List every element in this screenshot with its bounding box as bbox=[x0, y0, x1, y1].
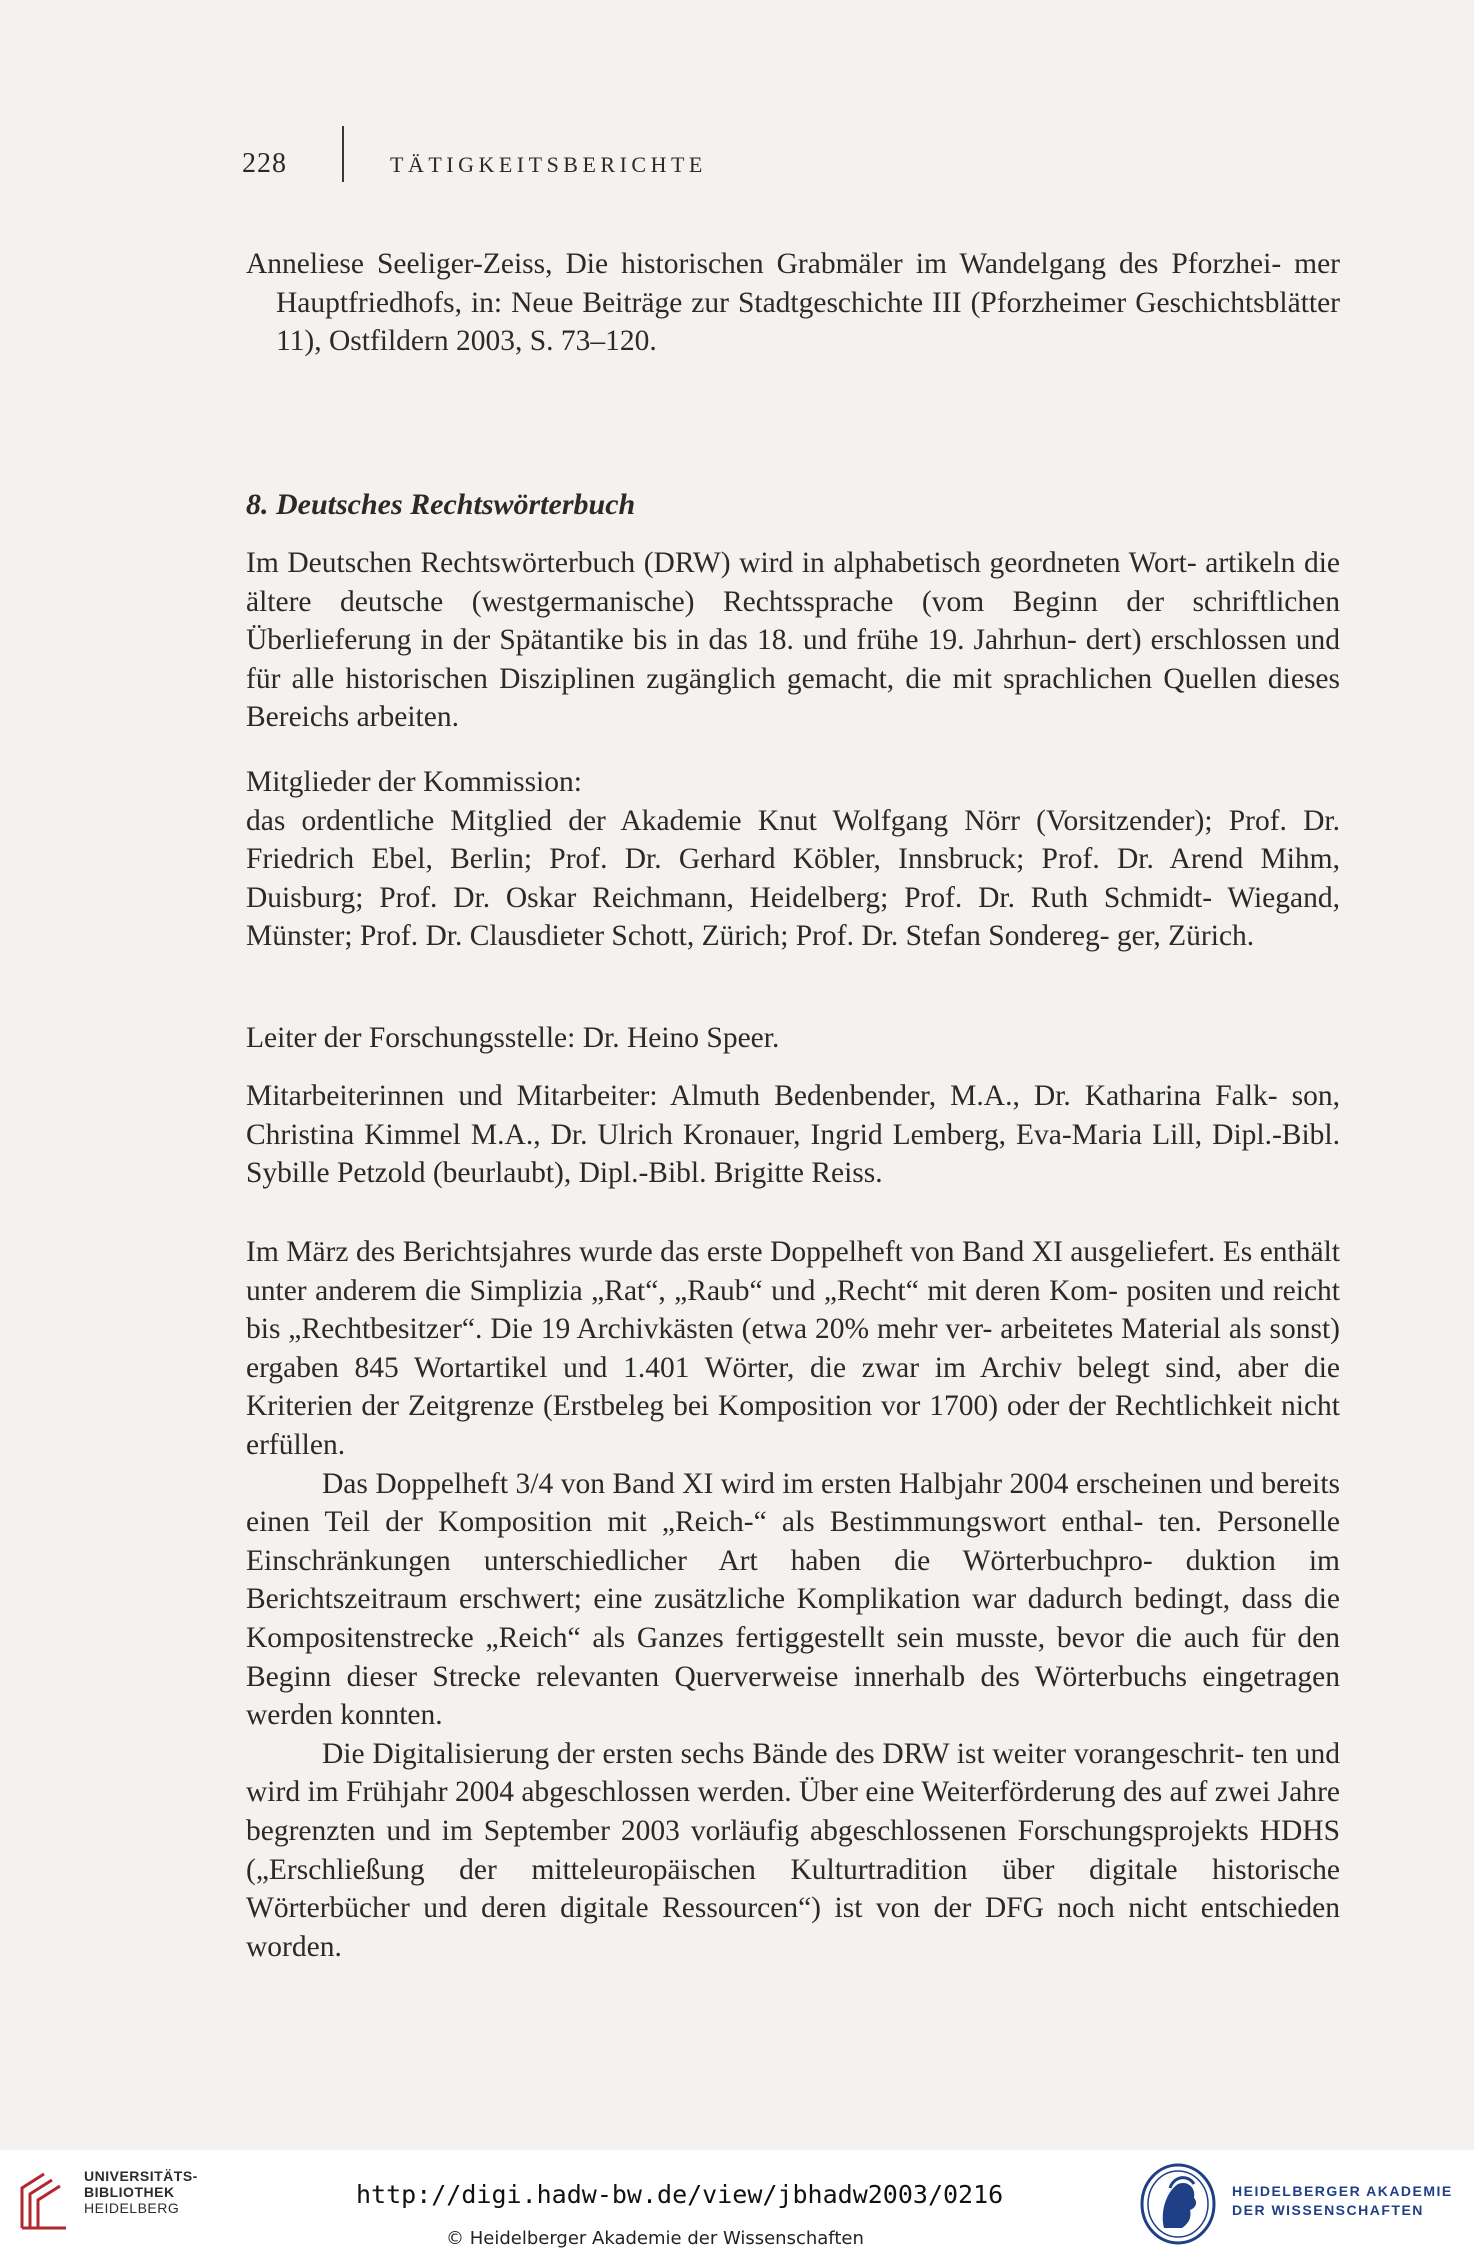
staff-block bbox=[246, 1077, 1340, 1193]
report-paragraph-1: Im März des Berichtsjahres wurde das erste Doppelheft von Band XI ausgeliefert. Es enthält unter anderem die Simplizia „Rat“, „Raub“ und „Recht“ mit deren Kom- positen und reicht bis „Rechtbesitzer“. Die 19 Archivkästen (etwa 20% mehr ver- arbeitetes Material als sonst) ergaben 845 Wortartikel und 1.401 Wörter, die zwar im Archiv belegt sind, aber die Kriterien der Zeitgrenze (Erstbeleg bei Komposition vor 1700) oder der Rechtlichkeit nicht erfüllen. bbox=[246, 1236, 1340, 1461]
members-list: das ordentliche Mitglied der Akademie Knut Wolfgang Nörr (Vorsitzender); Prof. Dr. Friedrich Ebel, Berlin; Prof. Dr. Gerhard Köbler, Innsbruck; Prof. Dr. Arend Mihm, Duisburg; Prof. Dr. Oskar Reichmann, Heidelberg; Prof. Dr. Ruth Schmidt- Wiegand, Münster; Prof. Dr. Clausdieter Schott, Zürich; Prof. Dr. Stefan Sondereg- ger, Zürich. bbox=[246, 804, 1340, 953]
section-heading: 8. Deutsches Rechtswörterbuch bbox=[246, 488, 636, 521]
report-paragraph-2: Das Doppelheft 3/4 von Band XI wird im ersten Halbjahr 2004 erscheinen und bereits einen Teil der Komposition mit „Reich-“ als Bestimmungswort enthal- ten. Personelle Einschränkungen unterschiedlicher Art haben die Wörterbuchpro- duktion im Berichtszeitraum erschwert; eine zusätzliche Komplikation war dadurch bedingt, dass die Kompositenstrecke „Reich“ als Ganzes fertiggestellt sein musste, bevor die auch für den Beginn dieser Strecke relevanten Querverweise innerhalb des Wörterbuchs eingetragen werden konnten. bbox=[246, 1467, 1340, 1732]
hadw-name bbox=[1232, 2182, 1453, 2220]
reference-block bbox=[246, 245, 1340, 361]
commission-block bbox=[246, 763, 1340, 956]
header-divider bbox=[342, 126, 344, 182]
ub-line-1: UNIVERSITÄTS- bbox=[84, 2168, 198, 2184]
running-head: TÄTIGKEITSBERICHTE bbox=[390, 152, 707, 177]
footer-bar bbox=[0, 2150, 1474, 2258]
hadw-athena-logo-icon bbox=[1138, 2162, 1218, 2246]
hadw-line-1: HEIDELBERGER AKADEMIE bbox=[1232, 2183, 1453, 2199]
ub-line-2: BIBLIOTHEK bbox=[84, 2184, 175, 2200]
report-block bbox=[246, 1233, 1340, 1966]
staff-list: Mitarbeiterinnen und Mitarbeiter: Almuth Bedenbender, M.A., Dr. Katharina Falk- son, Christina Kimmel M.A., Dr. Ulrich Kronauer, Ingrid Lemberg, Eva-Maria Lill, Dipl.-Bibl. Sybille Petzold (beurlaubt), Dipl.-Bibl. Brigitte Reiss. bbox=[246, 1080, 1340, 1190]
leader-line: Leiter der Forschungsstelle: Dr. Heino Speer. bbox=[246, 1022, 780, 1054]
copyright-notice: © Heidelberger Akademie der Wissenschaften bbox=[446, 2228, 864, 2249]
report-paragraph-3: Die Digitalisierung der ersten sechs Bände des DRW ist weiter vorangeschrit- ten und wird im Frühjahr 2004 abgeschlossen werden. Über eine Weiterförderung des auf zwei Jahre begrenzten und im September 2003 vorläufig abgeschlossenen Forschungsprojekts HDHS („Erschließung der mitteleuropäischen Kulturtradition über digitale historische Wörterbücher und deren digitale Ressourcen“) ist von der DFG noch nicht entschieden worden. bbox=[246, 1737, 1340, 1963]
reference-entry: Anneliese Seeliger-Zeiss, Die historischen Grabmäler im Wandelgang des Pforzhei- mer Hauptfriedhofs, in: Neue Beiträge zur Stadtgeschichte III (Pforzheimer Geschichtsblätter 11), Ostfildern 2003, S. 73–120. bbox=[246, 248, 1340, 358]
page-header bbox=[242, 148, 1242, 188]
section-heading-block bbox=[246, 486, 1340, 525]
ub-line-3: HEIDELBERG bbox=[84, 2200, 180, 2216]
source-url-link[interactable]: http://digi.hadw-bw.de/view/jbhadw2003/0216 bbox=[356, 2180, 1004, 2209]
leader-block bbox=[246, 1019, 1340, 1058]
members-label: Mitglieder der Kommission: bbox=[246, 766, 582, 798]
ub-heidelberg-name bbox=[84, 2168, 198, 2216]
section-intro-block bbox=[246, 544, 1340, 737]
hadw-line-2: DER WISSENSCHAFTEN bbox=[1232, 2202, 1424, 2218]
ub-heidelberg-logo-icon bbox=[14, 2166, 74, 2236]
page-number: 228 bbox=[242, 148, 287, 179]
intro-paragraph: Im Deutschen Rechtswörterbuch (DRW) wird in alphabetisch geordneten Wort- artikeln die ältere deutsche (westgermanische) Rechtssprache (vom Beginn der schriftlichen Überlieferung in der Spätantike bis in das 18. und frühe 19. Jahrhun- dert) erschlossen und für alle historischen Disziplinen zugänglich gemacht, die mit sprachlichen Quellen dieses Bereichs arbeiten. bbox=[246, 547, 1340, 734]
